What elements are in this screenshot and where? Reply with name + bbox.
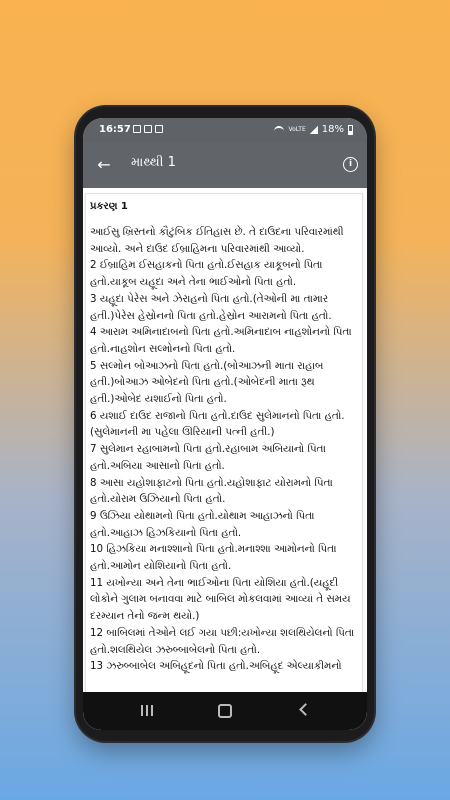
volte-label: VoLTE <box>288 125 306 133</box>
verse-text: 11 યખોન્યા અને તેના ભાઈઓના પિતા યોશિયા હતો.(યહૂદી લોકોને ગુલામ બનાવવા માટે બાબિલ મોકલવામાં આવ્યાં તે સમય દરમ્યાન તેનો જન્મ થયો.) <box>90 576 351 623</box>
signal-icon <box>310 126 318 134</box>
check-icon <box>155 125 163 133</box>
verse-text: 9 ઉઝિયા યોથામનો પિતા હતો.યોથામ આહાઝનો પિતા હતો.આહાઝ હિઝકિયાનો પિતા હતો. <box>90 509 315 539</box>
system-nav-bar <box>83 692 367 730</box>
page-title: માથ્થી 1 <box>131 155 176 170</box>
verse-text: 7 સુલેમાન રહાબામનો પિતા હતો.રહાબામ અબિયાનો પિતા હતો.અબિયા આસાનો પિતા હતો. <box>90 443 326 472</box>
status-right <box>274 124 353 135</box>
battery-percent: 18% <box>321 124 344 135</box>
gallery-icon <box>144 125 152 133</box>
info-icon[interactable]: i <box>343 157 358 172</box>
verse-text: આઈસુ ખ્રિસ્તનો કૌટુંબિક ઈતિહાસ છે. તે દાઉદના પરિવારમાંથી આવ્યો. અને દાઉદ ઈબ્રાહિમના પરિવારમાંથી આવ્યો. <box>90 226 344 255</box>
verse-text: 13 ઝરુબ્બાબેલ અબિહૂદનો પિતા હતો.અબિહૂદ એલ્યાકીમનો <box>90 660 342 673</box>
verse-text: 10 હિઝકિયા મનાશ્શાનો પિતા હતો.મનાશ્શા આમોનનો પિતા હતો.આમોન યોશિયાનો પિતા હતો. <box>90 543 337 573</box>
battery-icon <box>348 125 353 135</box>
verse-text: 6 યશાઈ દાઉદ રાજાનો પિતા હતો.દાઉદ સુલેમાનનો પિતા હતો.(સુલેમાનની મા પહેલા ઊરિયાની પત્ની હતી.) <box>90 409 345 439</box>
chapter-content[interactable] <box>83 188 367 692</box>
phone-screen <box>83 118 367 730</box>
verse-text: 12 બાબિલમાં તેઓને લઈ ગયા પછી:યખોન્યા શલથિયેલનો પિતા હતો.શલથિયેલ ઝરુબ્બાબેલનો પિતા હતો. <box>90 626 355 656</box>
wifi-icon <box>274 126 284 134</box>
chapter-card <box>85 193 363 692</box>
verse-list <box>90 224 358 675</box>
app-bar <box>83 142 367 188</box>
chapter-heading: પ્રકરણ 1 <box>90 201 128 212</box>
notification-icon <box>133 125 141 133</box>
back-arrow-icon[interactable]: ← <box>97 155 111 174</box>
home-icon[interactable] <box>218 704 232 718</box>
verse-text: 4 આરામ અમિનાદાબનો પિતા હતો.અમિનાદાબ નાહશોનનો પિતા હતો.નાહશોન સલ્મોનનો પિતા હતો. <box>90 326 352 355</box>
verse-text: 2 ઈબ્રાહિમ ઈસહાકનો પિતા હતો.ઈસહાક યાકૂબનો પિતા હતો.યાકૂબ યહૂદા અને તેના ભાઈઓનો પિતા હતો. <box>90 259 323 289</box>
verse-text: 8 આસા યહોશાફાટનો પિતા હતો.યહોશાફાટ યોરામનો પિતા હતો.યોરામ ઉઝિયાનો પિતા હતો. <box>90 476 333 506</box>
notification-icons <box>133 125 163 133</box>
nav-back-icon[interactable] <box>299 703 312 716</box>
verse-text: 3 યહૂદા પેરેસ અને ઝેરાહનો પિતા હતો.(તેઓની મા તામાર હતી.)પેરેસ હેસ્રોનનો પિતા હતો.હેસ્રોન આરામનો પિતા હતો. <box>90 292 332 322</box>
verse-text: 5 સલ્મોન બોઆઝનો પિતા હતો.(બોઆઝની માતા રાહાબ હતી.)બોઆઝ ઓબેદનો પિતા હતો.(ઓબેદની માતા રૂથ હતી.)ઓબેદ યશાઈનો પિતા હતો. <box>90 359 324 406</box>
status-time: 16:57 <box>99 124 131 135</box>
recents-icon[interactable] <box>141 705 153 716</box>
status-bar <box>83 118 367 142</box>
